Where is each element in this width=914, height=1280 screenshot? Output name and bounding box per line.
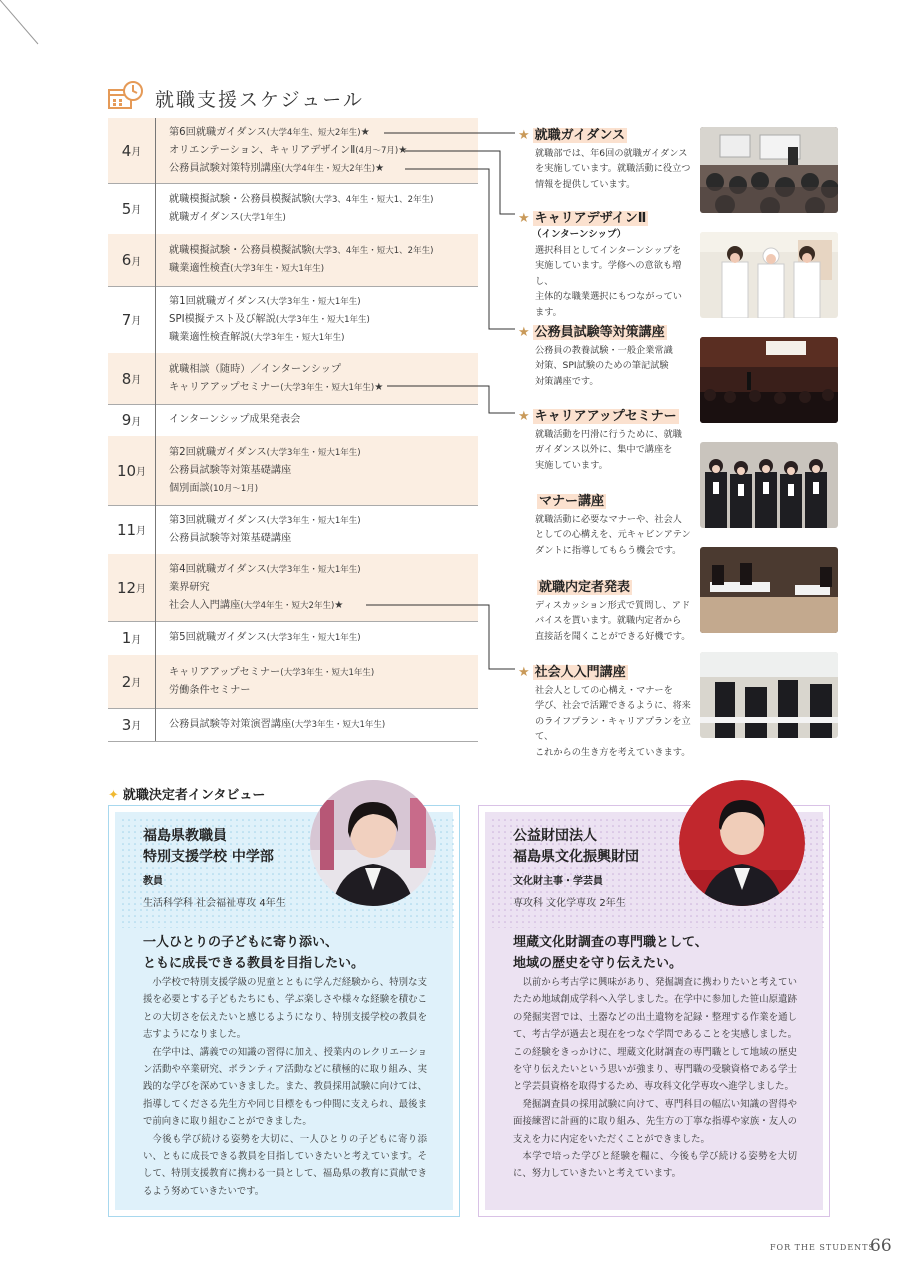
month-unit: 月 bbox=[131, 678, 142, 689]
person-1-role: 教員 bbox=[143, 876, 163, 887]
event-title: 職業適性検査 bbox=[169, 263, 231, 274]
description-title bbox=[518, 576, 694, 595]
description-line: ガイダンス以外に、集中で講座を bbox=[535, 444, 673, 456]
event-note: (10月〜1月) bbox=[209, 483, 259, 494]
description-line: ダントに指導してもらう機会です。 bbox=[535, 544, 682, 556]
headline-line: 地域の歴史を守り伝えたい。 bbox=[513, 956, 683, 971]
description-line: 社会人としての心構え・マナーを bbox=[535, 685, 673, 696]
event-title: 第1回就職ガイダンス bbox=[169, 295, 267, 307]
description-body bbox=[535, 427, 694, 473]
description-body bbox=[535, 683, 694, 760]
event-note: (大学3年生・短大1年生) bbox=[250, 332, 345, 343]
event-note: (大学3年生・短大1年生) bbox=[230, 264, 325, 274]
career-up-seminar-photo bbox=[700, 442, 838, 528]
description-title bbox=[518, 490, 694, 509]
month-number: 6 bbox=[121, 251, 132, 269]
description-subtitle: （インターンシップ） bbox=[532, 229, 627, 240]
month-number: 5 bbox=[121, 199, 132, 218]
month-number: 8 bbox=[121, 369, 132, 388]
description-line: 公務員の教養試験・一般企業常識 bbox=[535, 345, 673, 356]
description-title-text: 就職ガイダンス bbox=[534, 128, 626, 143]
description-line: ディスカッション形式で質問し、アド bbox=[535, 600, 691, 611]
star-icon: ★ bbox=[518, 325, 530, 340]
description-line: 実施しています。 bbox=[535, 459, 608, 471]
event-title: 第2回就職ガイダンス bbox=[169, 446, 267, 458]
star-icon: ★ bbox=[375, 162, 385, 174]
event-title: 業界研究 bbox=[169, 581, 210, 593]
civil-service-lecture-photo bbox=[700, 337, 838, 423]
event-note: (大学4年生・短大2年生) bbox=[240, 600, 335, 611]
month-unit: 月 bbox=[131, 634, 142, 646]
event-title: 労働条件セミナー bbox=[169, 684, 251, 696]
working-adult-lecture-photo bbox=[700, 652, 838, 738]
person-1-body bbox=[143, 974, 427, 1200]
star-icon: ★ bbox=[518, 665, 530, 680]
event-note: (大学3年生・短大1年生) bbox=[291, 719, 386, 730]
description-title-text: 就職内定者発表 bbox=[539, 580, 631, 595]
description-line: バイスを貰います。就職内定者から bbox=[535, 615, 682, 627]
month-unit: 月 bbox=[131, 147, 142, 158]
person-2-department: 専攻科 文化学専攻 2年生 bbox=[513, 898, 626, 909]
description-block bbox=[518, 576, 694, 644]
person-1-portrait bbox=[310, 780, 436, 906]
event-title: 公務員試験対策特別講座 bbox=[169, 162, 282, 174]
interview-paragraph: 以前から考古学に興味があり、発掘調査に携わりたいと考えていたため地域創成学科へ入学しました。在学中に参加した笹山原遺跡の発掘実習では、土器などの出土遺物を記録・整理する作業を通して、考古学が過去と現在をつなぐ学問であることを実感しました。この経験をきっかけに、埋蔵文化財調査の専門職として地域の歴史を守り伝えたいという思いが強まり、専門職の受験資格である学士と学芸員資格を取得するため、専攻科文化学専攻へ進学しました。 bbox=[513, 977, 797, 1093]
org-line: 特別支援学校 中学部 bbox=[143, 849, 274, 865]
page-number: 66 bbox=[870, 1236, 892, 1256]
description-line: としての心構えを、元キャビンアテン bbox=[535, 529, 691, 541]
org-line: 福島県教職員 bbox=[143, 828, 227, 844]
event-title: 職業適性検査解説 bbox=[169, 331, 251, 343]
description-body bbox=[535, 146, 694, 192]
event-title: 第6回就職ガイダンス bbox=[169, 126, 267, 138]
description-block bbox=[518, 321, 694, 389]
event-note: (大学3年生・短大1年生) bbox=[280, 667, 375, 678]
month-unit: 月 bbox=[131, 375, 142, 386]
person-2-portrait bbox=[679, 780, 805, 906]
event-note: (大学4年生、短大2年生) bbox=[266, 127, 361, 138]
headline-line: ともに成長できる教員を目指したい。 bbox=[143, 956, 365, 971]
description-title-text: 公務員試験等対策講座 bbox=[534, 325, 665, 340]
event-note: (大学3年生・短大1年生) bbox=[266, 564, 361, 575]
description-body bbox=[535, 598, 694, 644]
event-title: SPI模擬テスト及び解説 bbox=[169, 313, 276, 325]
description-line: ます。 bbox=[535, 306, 562, 318]
internship-photo bbox=[700, 232, 838, 318]
star-icon: ★ bbox=[374, 381, 384, 393]
headline-line: 一人ひとりの子どもに寄り添い、 bbox=[143, 935, 339, 950]
description-line: これからの生き方を考えていきます。 bbox=[535, 746, 691, 758]
event-title: オリエンテーション、キャリアデザインⅡ bbox=[169, 144, 356, 156]
event-note: (大学3、4年生・短大1、2年生) bbox=[311, 194, 434, 205]
month-number: 3 bbox=[121, 715, 132, 734]
guidance-photo bbox=[700, 127, 838, 213]
event-title: 第5回就職ガイダンス bbox=[169, 632, 267, 643]
event-note: (大学3年生・短大1年生) bbox=[266, 447, 361, 458]
description-line: 就職活動を円滑に行うために、就職 bbox=[535, 429, 682, 440]
description-line: 実施しています。学修への意欲も増し、 bbox=[535, 260, 682, 287]
month-number: 9 bbox=[121, 411, 132, 429]
event-title: 公務員試験等対策基礎講座 bbox=[169, 532, 292, 544]
month-number: 2 bbox=[121, 672, 132, 691]
star-icon: ★ bbox=[518, 128, 530, 143]
description-title-text: マナー講座 bbox=[539, 494, 605, 509]
description-body bbox=[535, 343, 694, 389]
description-line: 情報を提供しています。 bbox=[535, 178, 636, 190]
person-2-headline bbox=[513, 932, 708, 974]
star-icon: ★ bbox=[518, 409, 530, 424]
description-block bbox=[518, 124, 694, 192]
interview-label: ✦ 就職決定者インタビュー bbox=[108, 788, 266, 803]
description-line: 主体的な職業選択にもつながってい bbox=[535, 291, 682, 303]
event-title: 第4回就職ガイダンス bbox=[169, 563, 267, 575]
month-unit: 月 bbox=[131, 416, 142, 428]
org-line: 公益財団法人 bbox=[513, 828, 597, 844]
event-title: キャリアアップセミナー bbox=[169, 381, 281, 393]
month-number: 10 bbox=[116, 461, 137, 480]
month-unit: 月 bbox=[136, 584, 147, 595]
star-icon: ★ bbox=[334, 599, 344, 611]
person-2-body bbox=[513, 974, 797, 1183]
description-title-text: キャリアデザインⅡ bbox=[534, 211, 647, 226]
section-title: 就職支援スケジュール bbox=[155, 89, 364, 111]
event-note: (大学3年生・短大1年生) bbox=[266, 296, 361, 307]
event-note: (大学3年生・短大1年生) bbox=[266, 515, 361, 526]
interview-paragraph: 今後も学び続ける姿勢を大切に、一人ひとりの子どもに寄り添い、ともに成長できる教員を目指していきたいと考えています。そして、特別支援教育に携わる一員として、福島県の教育に貢献できるよう努めていきたいです。 bbox=[143, 1133, 427, 1197]
event-title: キャリアアップセミナー bbox=[169, 666, 281, 678]
description-line: 選択科目としてインターンシップを bbox=[535, 245, 682, 256]
description-body bbox=[535, 512, 694, 558]
interview-paragraph: 発掘調査員の採用試験に向けて、専門科目の幅広い知識の習得や面接練習に計画的に取り組み、先生方の丁寧な指導や家族・友人の支えを力に内定をいただくことができました。 bbox=[513, 1098, 797, 1145]
description-block bbox=[518, 405, 694, 473]
month-number: 4 bbox=[121, 141, 132, 160]
event-title: 就職模擬試験・公務員模擬試験 bbox=[169, 245, 312, 256]
description-block bbox=[518, 490, 694, 558]
month-unit: 月 bbox=[131, 256, 142, 268]
org-line: 福島県文化振興財団 bbox=[513, 849, 639, 865]
event-note: (大学3年生・短大1年生) bbox=[280, 382, 375, 393]
description-body bbox=[535, 243, 694, 320]
event-title: 公務員試験等対策演習講座 bbox=[169, 718, 292, 730]
event-title: 個別面談 bbox=[169, 482, 210, 494]
person-1-organization bbox=[143, 826, 274, 868]
event-title: 就職相談（随時）／インターンシップ bbox=[169, 363, 342, 375]
description-line: 就職部では、年6回の就職ガイダンス bbox=[535, 148, 688, 159]
month-unit: 月 bbox=[136, 526, 147, 537]
person-2-role: 文化財主事・学芸員 bbox=[513, 876, 603, 887]
month-unit: 月 bbox=[131, 316, 142, 327]
person-1-headline bbox=[143, 932, 364, 974]
description-line: 直接話を聞くことができる好機です。 bbox=[535, 630, 691, 642]
month-number: 1 bbox=[121, 629, 132, 647]
person-2-organization bbox=[513, 826, 639, 868]
event-title: 社会人入門講座 bbox=[169, 599, 241, 611]
event-title: インターンシップ成果発表会 bbox=[169, 414, 301, 425]
manner-lecture-photo bbox=[700, 547, 838, 633]
event-note: (大学3、4年生・短大1、2年生) bbox=[311, 246, 434, 256]
description-title-text: 社会人入門講座 bbox=[534, 665, 626, 680]
month-number: 11 bbox=[116, 520, 137, 539]
event-note: (4月〜7月) bbox=[355, 145, 399, 156]
description-title-text: キャリアアップセミナー bbox=[534, 409, 677, 424]
description-block bbox=[518, 661, 694, 760]
event-note: (大学1年生) bbox=[239, 212, 286, 223]
description-title bbox=[518, 124, 694, 143]
month-number: 7 bbox=[121, 310, 132, 329]
month-unit: 月 bbox=[131, 721, 142, 732]
interview-paragraph: 本学で培った学びと経験を糧に、今後も学び続ける姿勢を大切に、努力していきたいと考えています。 bbox=[513, 1151, 797, 1180]
description-line: 対策、SPI試験のための筆記試験 bbox=[535, 360, 669, 372]
description-line: 対策講座です。 bbox=[535, 375, 599, 387]
event-title: 就職ガイダンス bbox=[169, 211, 240, 223]
description-block bbox=[518, 207, 694, 320]
month-number: 12 bbox=[116, 578, 137, 597]
month-unit: 月 bbox=[131, 205, 142, 216]
description-title bbox=[518, 661, 694, 680]
event-title: 第3回就職ガイダンス bbox=[169, 514, 267, 526]
star-icon: ★ bbox=[518, 211, 530, 226]
description-line: 就職活動に必要なマナーや、社会人 bbox=[535, 514, 682, 525]
interview-paragraph: 小学校で特別支援学級の児童とともに学んだ経験から、特別な支援を必要とする子どもたちにも、学ぶ楽しさや様々な経験を積むことの大切さを伝えたいと感じるようになり、特別支援学校の教員を志すようになりました。 bbox=[143, 977, 427, 1041]
description-title bbox=[518, 321, 694, 340]
description-title bbox=[518, 207, 694, 226]
description-line: 学び、社会で活躍できるように、将来 bbox=[535, 700, 691, 712]
event-title: 就職模擬試験・公務員模擬試験 bbox=[169, 193, 312, 205]
person-1-department: 生活科学科 社会福祉専攻 4年生 bbox=[143, 898, 286, 909]
event-title: 公務員試験等対策基礎講座 bbox=[169, 464, 292, 476]
month-unit: 月 bbox=[136, 467, 147, 478]
description-title bbox=[518, 405, 694, 424]
event-note: (大学3年生・短大1年生) bbox=[275, 314, 370, 325]
diamond-icon: ✦ bbox=[108, 788, 119, 803]
description-line: のライフプラン・キャリアプランを立て、 bbox=[535, 715, 691, 743]
footer-text: FOR THE STUDENTS bbox=[770, 1243, 875, 1252]
star-icon: ★ bbox=[398, 144, 408, 156]
description-line: を実施しています。就職活動に役立つ bbox=[535, 163, 691, 175]
event-note: (大学4年生・短大2年生) bbox=[281, 163, 376, 174]
headline-line: 埋蔵文化財調査の専門職として、 bbox=[513, 935, 708, 950]
star-icon: ★ bbox=[360, 126, 370, 138]
event-note: (大学3年生・短大1年生) bbox=[266, 633, 361, 643]
interview-paragraph: 在学中は、講義での知識の習得に加え、授業内のレクリエーション活動や卒業研究、ボランティア活動などに積極的に取り組み、実践的な学びを深めていきました。また、教員採用試験に向けては、指導してくださる先生方や同じ目標をもつ仲間に支えられ、最後まで前向きに取り組むことができました。 bbox=[143, 1046, 427, 1128]
